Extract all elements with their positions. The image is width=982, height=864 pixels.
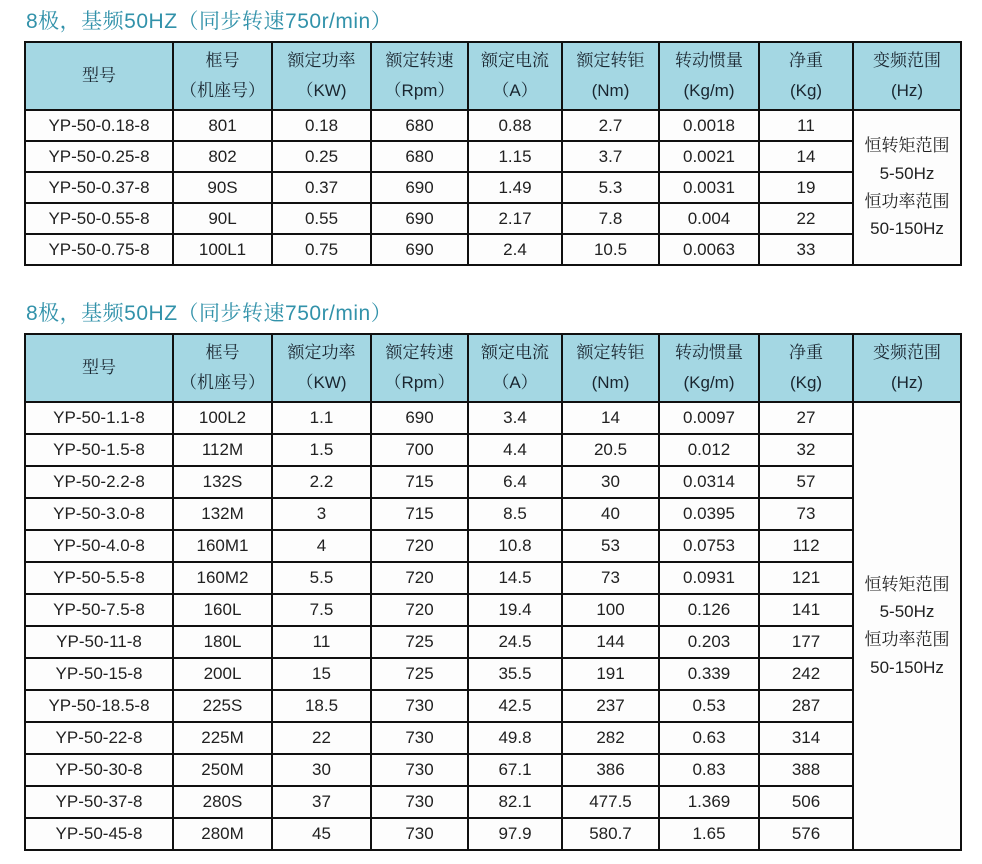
cell-rated-current: 2.4	[468, 234, 562, 265]
cell-frame-number: 801	[173, 110, 272, 141]
cell-rated-current: 19.4	[468, 594, 562, 626]
cell-rated-speed: 715	[371, 498, 468, 530]
cell-moment-of-inertia: 0.0753	[659, 530, 759, 562]
cell-rated-power: 5.5	[272, 562, 371, 594]
cell-net-weight: 22	[759, 203, 853, 234]
cell-rated-torque: 2.7	[562, 110, 659, 141]
cell-rated-speed: 680	[371, 141, 468, 172]
cell-rated-power: 7.5	[272, 594, 371, 626]
header-label: 转动惯量	[675, 51, 743, 71]
table-row	[25, 498, 961, 530]
header-label: 型号	[82, 358, 116, 378]
cell-frame-number: 180L	[173, 626, 272, 658]
motor-spec-table-2	[24, 333, 962, 851]
cell-rated-torque: 477.5	[562, 786, 659, 818]
cell-rated-power: 0.25	[272, 141, 371, 172]
cell-rated-torque: 282	[562, 722, 659, 754]
cell-model: YP-50-18.5-8	[25, 690, 173, 722]
cell-rated-current: 42.5	[468, 690, 562, 722]
cell-rated-power: 0.55	[272, 203, 371, 234]
cell-net-weight: 27	[759, 402, 853, 434]
table-row	[25, 402, 961, 434]
cell-net-weight: 32	[759, 434, 853, 466]
table-row	[25, 434, 961, 466]
cell-rated-power: 37	[272, 786, 371, 818]
range-note-line: 恒转矩范围	[864, 136, 950, 156]
cell-rated-speed: 730	[371, 818, 468, 850]
cell-rated-current: 14.5	[468, 562, 562, 594]
column-header-rated-speed	[371, 42, 468, 110]
cell-frame-number: 160M1	[173, 530, 272, 562]
cell-moment-of-inertia: 0.0021	[659, 141, 759, 172]
section-title: 8极，基频50HZ（同步转速750r/min）	[26, 10, 393, 33]
cell-moment-of-inertia: 0.203	[659, 626, 759, 658]
table-row	[25, 530, 961, 562]
header-label: 额定转速	[385, 343, 454, 363]
cell-frame-number: 100L1	[173, 234, 272, 265]
cell-moment-of-inertia: 0.339	[659, 658, 759, 690]
cell-frame-number: 225S	[173, 690, 272, 722]
cell-rated-current: 97.9	[468, 818, 562, 850]
cell-net-weight: 19	[759, 172, 853, 203]
cell-rated-torque: 144	[562, 626, 659, 658]
column-header-rated-current	[468, 42, 562, 110]
cell-rated-current: 1.49	[468, 172, 562, 203]
cell-frame-number: 90L	[173, 203, 272, 234]
cell-frame-number: 160M2	[173, 562, 272, 594]
cell-model: YP-50-0.37-8	[25, 172, 173, 203]
cell-moment-of-inertia: 0.0314	[659, 466, 759, 498]
cell-rated-current: 10.8	[468, 530, 562, 562]
cell-rated-speed: 720	[371, 530, 468, 562]
header-label: 变频范围	[873, 343, 941, 363]
range-note-line: 50-150Hz	[870, 657, 944, 677]
cell-rated-power: 3	[272, 498, 371, 530]
cell-net-weight: 14	[759, 141, 853, 172]
header-unit: （A）	[492, 81, 538, 100]
table-row	[25, 562, 961, 594]
table-row	[25, 141, 961, 172]
cell-moment-of-inertia: 0.0395	[659, 498, 759, 530]
cell-rated-current: 67.1	[468, 754, 562, 786]
cell-model: YP-50-7.5-8	[25, 594, 173, 626]
header-label: 变频范围	[873, 51, 941, 71]
cell-frame-number: 100L2	[173, 402, 272, 434]
motor-spec-table-1	[24, 41, 962, 266]
cell-rated-torque: 100	[562, 594, 659, 626]
cell-moment-of-inertia: 0.126	[659, 594, 759, 626]
cell-frame-number: 90S	[173, 172, 272, 203]
cell-rated-speed: 690	[371, 203, 468, 234]
cell-frame-number: 160L	[173, 594, 272, 626]
cell-frame-number: 112M	[173, 434, 272, 466]
cell-rated-speed: 715	[371, 466, 468, 498]
cell-model: YP-50-37-8	[25, 786, 173, 818]
cell-rated-torque: 580.7	[562, 818, 659, 850]
cell-net-weight: 11	[759, 110, 853, 141]
cell-net-weight: 314	[759, 722, 853, 754]
cell-rated-current: 49.8	[468, 722, 562, 754]
header-unit: (Kg/m)	[683, 373, 735, 392]
cell-net-weight: 141	[759, 594, 853, 626]
column-header-moment-of-inertia	[659, 42, 759, 110]
cell-net-weight: 388	[759, 754, 853, 786]
cell-rated-torque: 40	[562, 498, 659, 530]
cell-net-weight: 506	[759, 786, 853, 818]
header-label: 净重	[789, 51, 823, 71]
cell-net-weight: 112	[759, 530, 853, 562]
motor-table-section-2	[24, 297, 962, 851]
range-note-line: 恒功率范围	[864, 191, 950, 211]
cell-rated-current: 4.4	[468, 434, 562, 466]
cell-frame-number: 132M	[173, 498, 272, 530]
cell-model: YP-50-0.55-8	[25, 203, 173, 234]
column-header-rated-current	[468, 334, 562, 402]
cell-moment-of-inertia: 1.369	[659, 786, 759, 818]
cell-rated-power: 11	[272, 626, 371, 658]
table-row	[25, 754, 961, 786]
cell-rated-power: 0.18	[272, 110, 371, 141]
column-header-model	[25, 334, 173, 402]
cell-net-weight: 576	[759, 818, 853, 850]
header-unit: （KW)	[296, 373, 347, 392]
cell-frame-number: 280M	[173, 818, 272, 850]
table-row	[25, 234, 961, 265]
cell-rated-torque: 14	[562, 402, 659, 434]
table-row	[25, 722, 961, 754]
column-header-frequency-range	[853, 42, 961, 110]
cell-rated-speed: 690	[371, 172, 468, 203]
column-header-model	[25, 42, 173, 110]
header-label: 额定功率	[287, 51, 356, 71]
cell-rated-current: 8.5	[468, 498, 562, 530]
header-unit: (Nm)	[591, 81, 630, 100]
column-header-frame-number	[173, 42, 272, 110]
header-unit: (Nm)	[591, 373, 630, 392]
cell-rated-current: 24.5	[468, 626, 562, 658]
header-unit: (Kg)	[789, 373, 823, 392]
cell-rated-speed: 720	[371, 594, 468, 626]
cell-rated-power: 4	[272, 530, 371, 562]
frequency-range-note	[853, 110, 961, 265]
cell-rated-speed: 730	[371, 690, 468, 722]
cell-rated-torque: 3.7	[562, 141, 659, 172]
cell-rated-power: 0.37	[272, 172, 371, 203]
header-unit: (Hz)	[890, 373, 924, 392]
cell-model: YP-50-4.0-8	[25, 530, 173, 562]
table-row	[25, 110, 961, 141]
cell-moment-of-inertia: 1.65	[659, 818, 759, 850]
cell-net-weight: 73	[759, 498, 853, 530]
cell-moment-of-inertia: 0.83	[659, 754, 759, 786]
cell-model: YP-50-30-8	[25, 754, 173, 786]
cell-model: YP-50-45-8	[25, 818, 173, 850]
range-note-line: 恒功率范围	[864, 630, 950, 649]
cell-rated-current: 82.1	[468, 786, 562, 818]
cell-rated-current: 35.5	[468, 658, 562, 690]
header-label: 额定电流	[481, 51, 549, 71]
header-unit: (Hz)	[890, 81, 924, 100]
header-label: 框号	[205, 51, 240, 71]
frequency-range-note	[853, 402, 961, 850]
cell-model: YP-50-15-8	[25, 658, 173, 690]
header-label: 转动惯量	[675, 343, 743, 363]
column-header-rated-speed	[371, 334, 468, 402]
cell-frame-number: 250M	[173, 754, 272, 786]
cell-rated-speed: 700	[371, 434, 468, 466]
header-unit: (Kg/m)	[683, 81, 735, 100]
header-unit: (Kg)	[789, 81, 823, 100]
cell-rated-speed: 730	[371, 754, 468, 786]
range-note-line: 50-150Hz	[870, 219, 944, 239]
header-unit: （A）	[492, 373, 538, 392]
cell-rated-speed: 730	[371, 786, 468, 818]
cell-frame-number: 200L	[173, 658, 272, 690]
cell-model: YP-50-0.75-8	[25, 234, 173, 265]
cell-rated-torque: 20.5	[562, 434, 659, 466]
cell-model: YP-50-3.0-8	[25, 498, 173, 530]
column-header-rated-torque	[562, 42, 659, 110]
column-header-rated-power	[272, 334, 371, 402]
header-label: 框号	[205, 343, 240, 363]
cell-rated-speed: 725	[371, 658, 468, 690]
cell-model: YP-50-1.5-8	[25, 434, 173, 466]
cell-rated-speed: 730	[371, 722, 468, 754]
cell-rated-power: 2.2	[272, 466, 371, 498]
table-row	[25, 466, 961, 498]
table-row	[25, 594, 961, 626]
header-unit: （机座号）	[180, 373, 265, 392]
cell-rated-current: 0.88	[468, 110, 562, 141]
cell-moment-of-inertia: 0.004	[659, 203, 759, 234]
table-row	[25, 818, 961, 850]
cell-frame-number: 132S	[173, 466, 272, 498]
cell-rated-current: 6.4	[468, 466, 562, 498]
table-row	[25, 786, 961, 818]
table-header-row	[25, 42, 961, 110]
cell-moment-of-inertia: 0.012	[659, 434, 759, 466]
range-note-line: 5-50Hz	[879, 163, 935, 183]
header-unit: （机座号）	[180, 81, 265, 100]
cell-rated-current: 3.4	[468, 402, 562, 434]
cell-rated-speed: 690	[371, 234, 468, 265]
header-unit: （Rpm）	[384, 81, 455, 100]
cell-model: YP-50-1.1-8	[25, 402, 173, 434]
cell-net-weight: 287	[759, 690, 853, 722]
cell-net-weight: 57	[759, 466, 853, 498]
cell-net-weight: 242	[759, 658, 853, 690]
header-label: 额定转钜	[576, 343, 645, 363]
cell-rated-power: 1.5	[272, 434, 371, 466]
header-unit: （KW)	[296, 81, 347, 100]
cell-model: YP-50-0.18-8	[25, 110, 173, 141]
cell-rated-torque: 73	[562, 562, 659, 594]
cell-rated-speed: 680	[371, 110, 468, 141]
cell-frame-number: 225M	[173, 722, 272, 754]
cell-model: YP-50-11-8	[25, 626, 173, 658]
cell-rated-current: 1.15	[468, 141, 562, 172]
table-row	[25, 626, 961, 658]
cell-moment-of-inertia: 0.0063	[659, 234, 759, 265]
cell-net-weight: 121	[759, 562, 853, 594]
cell-rated-torque: 191	[562, 658, 659, 690]
cell-frame-number: 802	[173, 141, 272, 172]
column-header-frame-number	[173, 334, 272, 402]
cell-rated-torque: 10.5	[562, 234, 659, 265]
cell-rated-speed: 690	[371, 402, 468, 434]
column-header-frequency-range	[853, 334, 961, 402]
cell-rated-torque: 5.3	[562, 172, 659, 203]
table-row	[25, 690, 961, 722]
cell-rated-torque: 7.8	[562, 203, 659, 234]
cell-rated-torque: 53	[562, 530, 659, 562]
cell-model: YP-50-0.25-8	[25, 141, 173, 172]
cell-rated-power: 15	[272, 658, 371, 690]
table-row	[25, 658, 961, 690]
cell-model: YP-50-22-8	[25, 722, 173, 754]
column-header-rated-torque	[562, 334, 659, 402]
cell-moment-of-inertia: 0.53	[659, 690, 759, 722]
cell-rated-power: 45	[272, 818, 371, 850]
column-header-moment-of-inertia	[659, 334, 759, 402]
column-header-net-weight	[759, 42, 853, 110]
cell-rated-power: 30	[272, 754, 371, 786]
table-header-row	[25, 334, 961, 402]
cell-rated-current: 2.17	[468, 203, 562, 234]
cell-rated-torque: 386	[562, 754, 659, 786]
cell-rated-power: 0.75	[272, 234, 371, 265]
motor-table-section-1	[24, 5, 962, 266]
header-label: 额定功率	[287, 343, 356, 363]
range-note-line: 5-50Hz	[879, 602, 935, 622]
header-unit: （Rpm）	[384, 373, 455, 392]
cell-moment-of-inertia: 0.0018	[659, 110, 759, 141]
cell-frame-number: 280S	[173, 786, 272, 818]
header-label: 型号	[82, 66, 116, 86]
cell-model: YP-50-2.2-8	[25, 466, 173, 498]
table-row	[25, 172, 961, 203]
header-label: 额定电流	[481, 343, 549, 363]
cell-model: YP-50-5.5-8	[25, 562, 173, 594]
header-label: 净重	[789, 343, 823, 363]
section-title: 8极，基频50HZ（同步转速750r/min）	[26, 302, 393, 325]
cell-net-weight: 33	[759, 234, 853, 265]
cell-net-weight: 177	[759, 626, 853, 658]
cell-moment-of-inertia: 0.0031	[659, 172, 759, 203]
column-header-net-weight	[759, 334, 853, 402]
column-header-rated-power	[272, 42, 371, 110]
cell-rated-power: 22	[272, 722, 371, 754]
cell-rated-torque: 30	[562, 466, 659, 498]
cell-rated-power: 1.1	[272, 402, 371, 434]
header-label: 额定转钜	[576, 51, 645, 71]
cell-moment-of-inertia: 0.0097	[659, 402, 759, 434]
table-row	[25, 203, 961, 234]
header-label: 额定转速	[385, 51, 454, 71]
cell-moment-of-inertia: 0.63	[659, 722, 759, 754]
cell-moment-of-inertia: 0.0931	[659, 562, 759, 594]
cell-rated-speed: 720	[371, 562, 468, 594]
cell-rated-power: 18.5	[272, 690, 371, 722]
cell-rated-torque: 237	[562, 690, 659, 722]
range-note-line: 恒转矩范围	[864, 574, 950, 594]
cell-rated-speed: 725	[371, 626, 468, 658]
